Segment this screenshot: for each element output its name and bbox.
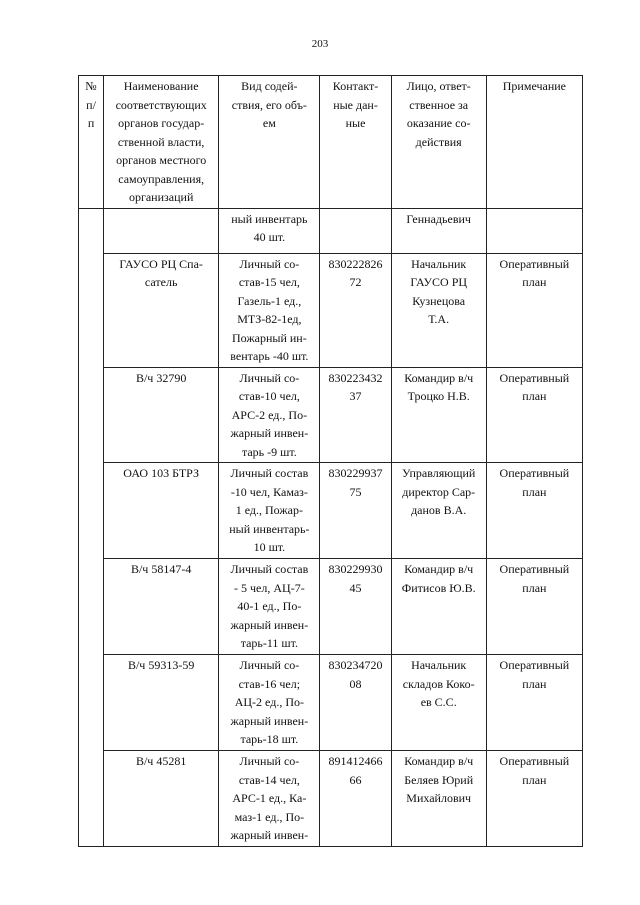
table-row: [79, 208, 583, 253]
header-number: № п/ п: [79, 76, 104, 209]
table-row: [79, 367, 583, 463]
cell-assistance-kind: Личный со- став-15 чел, Газель-1 ед., МТЗ-82-1ед, Пожарный ин- вентарь -40 шт.: [219, 253, 320, 367]
cell-note: Оперативный план: [486, 655, 582, 751]
cell-assistance-kind: ный инвентарь 40 шт.: [219, 208, 320, 253]
cell-contacts: [320, 208, 391, 253]
cell-assistance-kind: Личный со- став-10 чел, АРС-2 ед., По- жарный инвен- тарь -9 шт.: [219, 367, 320, 463]
cell-contacts: 830222826 72: [320, 253, 391, 367]
cell-number: [79, 208, 104, 846]
page-number: 203: [311, 38, 329, 50]
cell-note: Оперативный план: [486, 367, 582, 463]
table-row: [79, 253, 583, 367]
cell-organization: В/ч 58147-4: [104, 559, 219, 655]
table-row: [79, 559, 583, 655]
cell-assistance-kind: Личный со- став-14 чел, АРС-1 ед., Ка- маз-1 ед., По- жарный инвен-: [219, 751, 320, 847]
cell-responsible-person: Начальник складов Коко- ев С.С.: [391, 655, 486, 751]
cell-responsible-person: Начальник ГАУСО РЦ Кузнецова Т.А.: [391, 253, 486, 367]
assistance-table: [78, 75, 583, 847]
cell-assistance-kind: Личный со- став-16 чел; АЦ-2 ед., По- жарный инвен- тарь-18 шт.: [219, 655, 320, 751]
table-row: [79, 655, 583, 751]
header-contacts: Контакт- ные дан- ные: [320, 76, 391, 209]
cell-contacts: 830229930 45: [320, 559, 391, 655]
header-organization: Наименование соответствующих органов государ- ственной власти, органов местного самоуправления, организаций: [104, 76, 219, 209]
cell-responsible-person: Управляющий директор Сар- данов В.А.: [391, 463, 486, 559]
table-row: [79, 751, 583, 847]
header-note: Примечание: [486, 76, 582, 209]
cell-organization: [104, 208, 219, 253]
cell-note: Оперативный план: [486, 463, 582, 559]
cell-assistance-kind: Личный состав - 5 чел, АЦ-7- 40-1 ед., По- жарный инвен- тарь-11 шт.: [219, 559, 320, 655]
table-header-row: [79, 76, 583, 209]
cell-contacts: 830229937 75: [320, 463, 391, 559]
table-row: [79, 463, 583, 559]
cell-organization: В/ч 32790: [104, 367, 219, 463]
header-responsible-person: Лицо, ответ- ственное за оказание со- действия: [391, 76, 486, 209]
cell-organization: В/ч 45281: [104, 751, 219, 847]
cell-responsible-person: Геннадьевич: [391, 208, 486, 253]
cell-responsible-person: Командир в/ч Беляев Юрий Михайлович: [391, 751, 486, 847]
cell-responsible-person: Командир в/ч Фитисов Ю.В.: [391, 559, 486, 655]
cell-responsible-person: Командир в/ч Троцко Н.В.: [391, 367, 486, 463]
cell-organization: В/ч 59313-59: [104, 655, 219, 751]
header-assistance-kind: Вид содей- ствия, его объ- ем: [219, 76, 320, 209]
cell-contacts: 891412466 66: [320, 751, 391, 847]
cell-note: Оперативный план: [486, 559, 582, 655]
cell-contacts: 830223432 37: [320, 367, 391, 463]
cell-note: Оперативный план: [486, 751, 582, 847]
cell-note: Оперативный план: [486, 253, 582, 367]
cell-organization: ГАУСО РЦ Спа- сатель: [104, 253, 219, 367]
cell-note: [486, 208, 582, 253]
cell-organization: ОАО 103 БТРЗ: [104, 463, 219, 559]
cell-assistance-kind: Личный состав -10 чел, Камаз- 1 ед., Пожар- ный инвентарь- 10 шт.: [219, 463, 320, 559]
cell-contacts: 830234720 08: [320, 655, 391, 751]
